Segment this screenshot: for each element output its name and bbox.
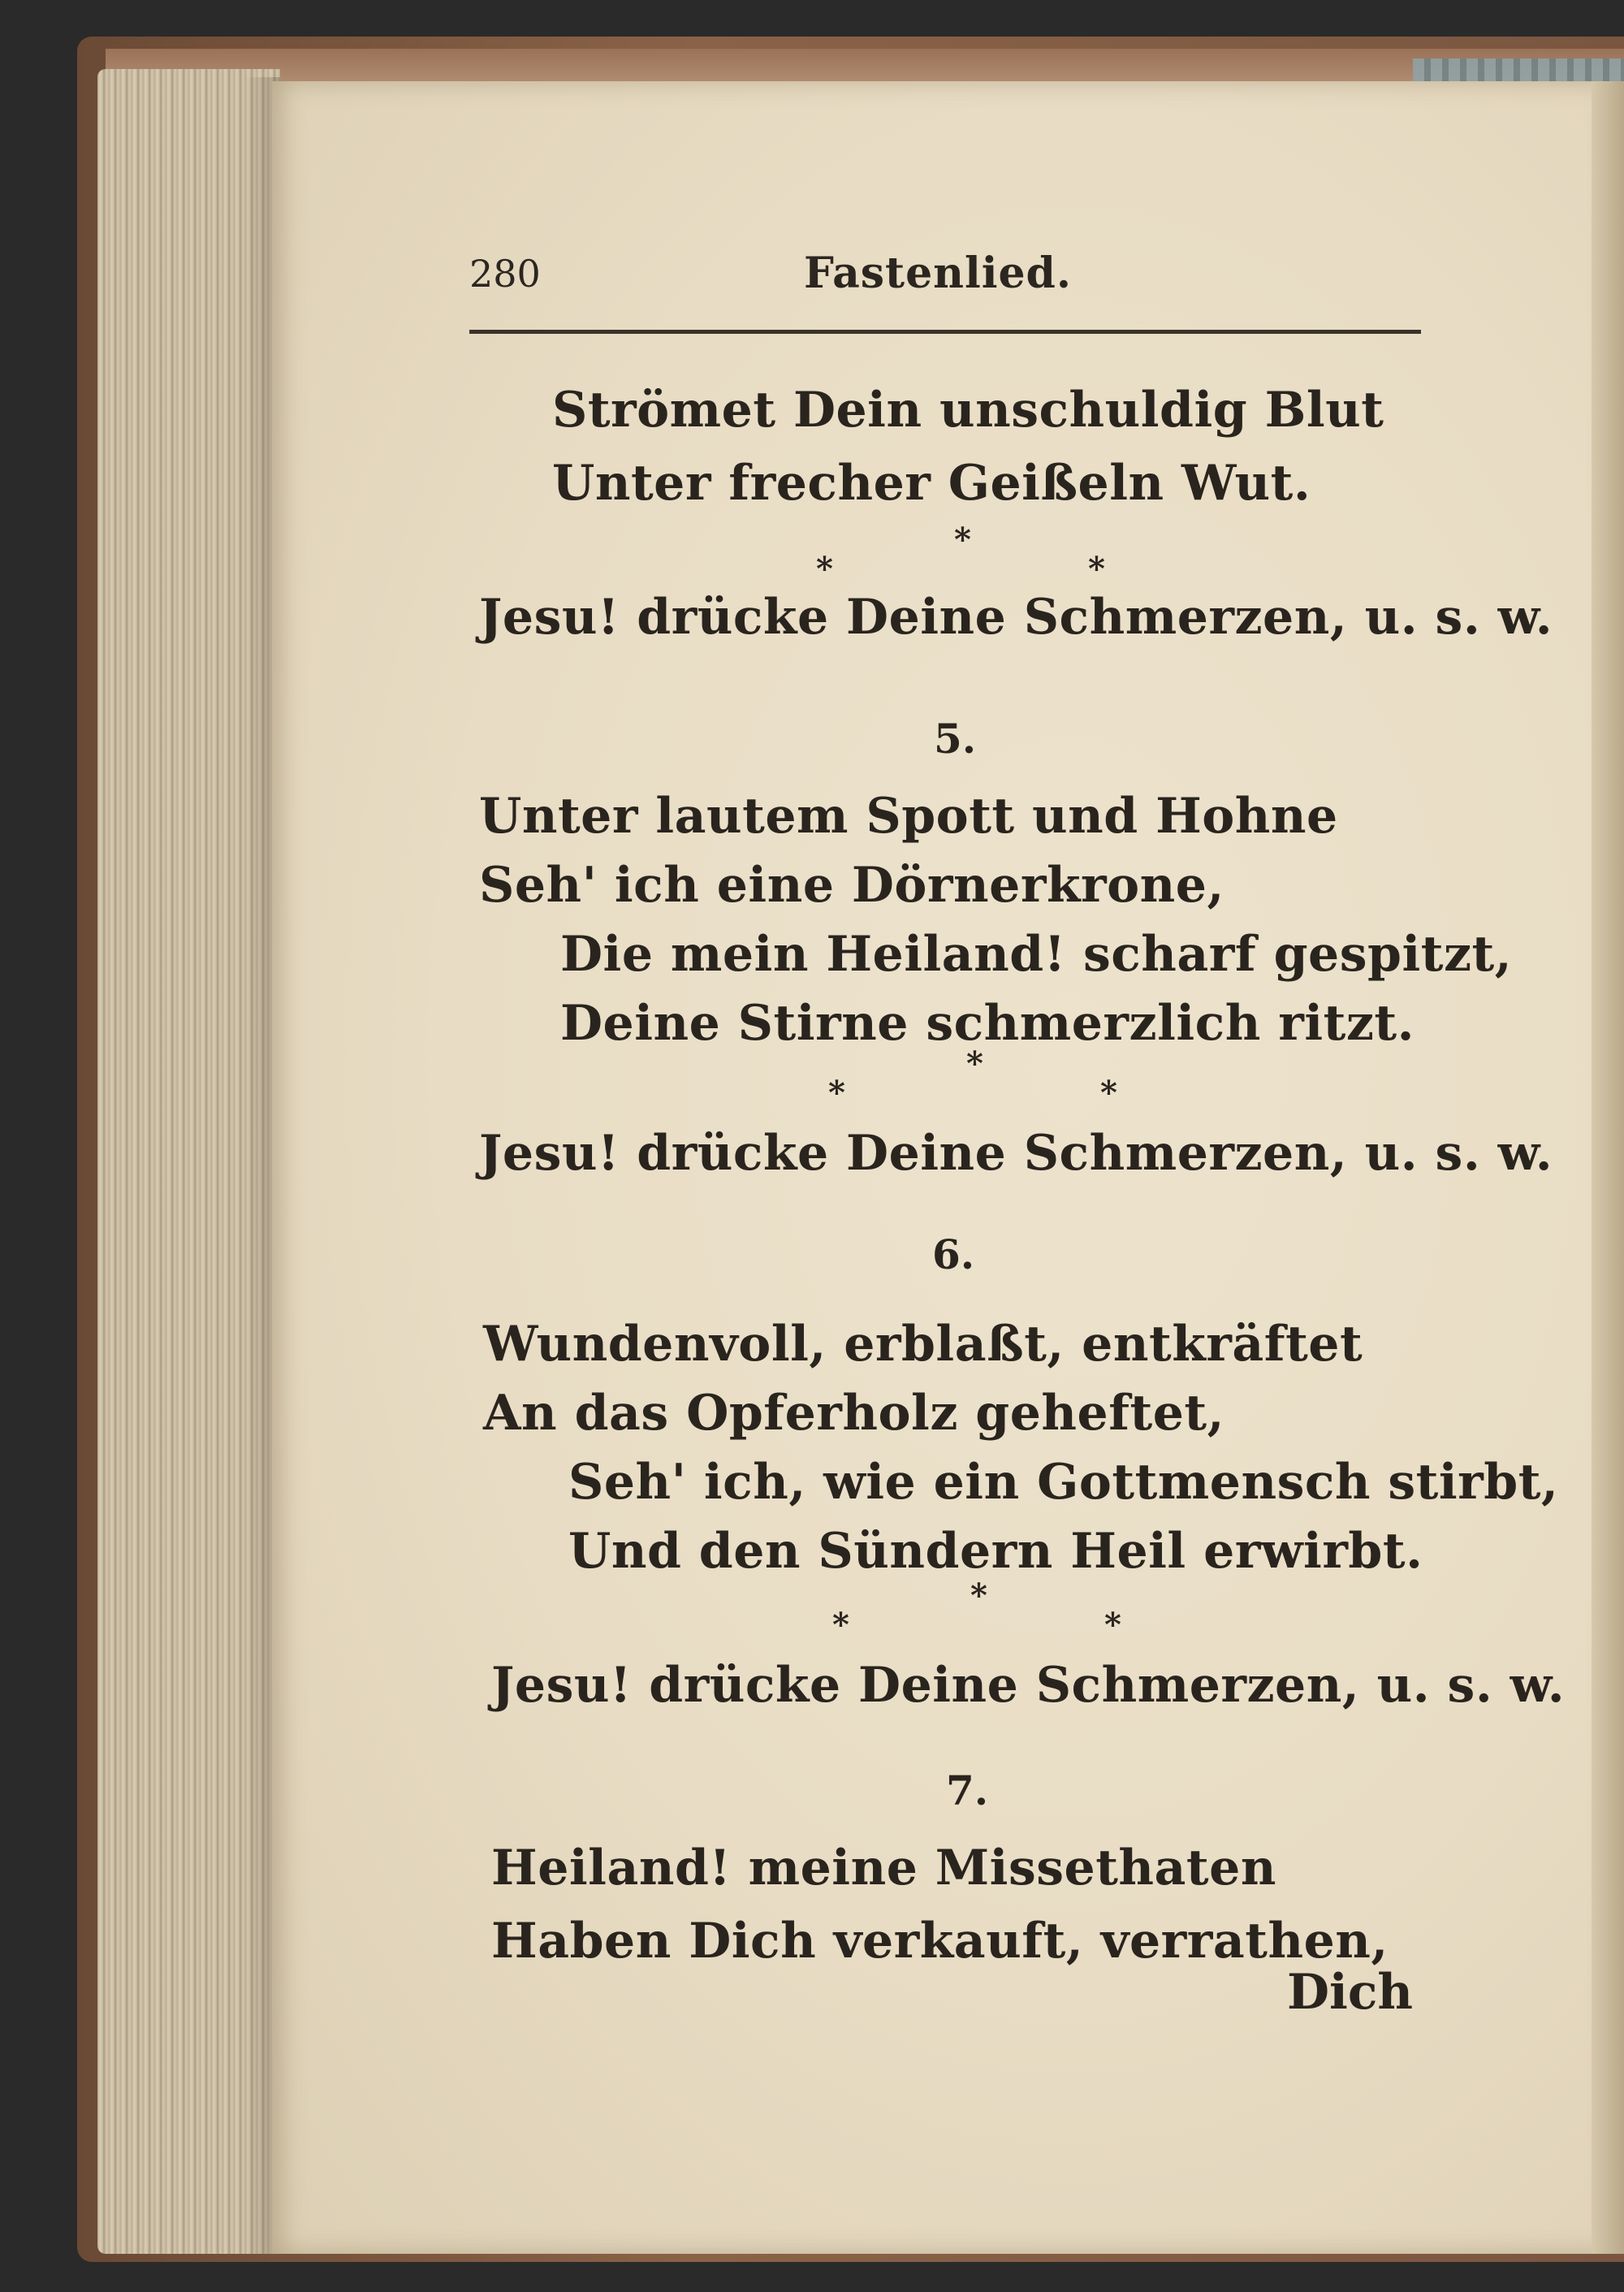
- asterism: [832, 1576, 1141, 1645]
- asterism-star: *: [1104, 1606, 1121, 1644]
- verse-line: Strömet Dein unschuldig Blut: [552, 382, 1384, 439]
- asterism-star: *: [966, 1044, 983, 1083]
- bookmark-ribbon: [1413, 58, 1624, 83]
- verse-line: Und den Sündern Heil erwirbt.: [568, 1523, 1423, 1580]
- asterism-star: *: [1088, 550, 1105, 588]
- verse-line: Seh' ich, wie ein Gottmensch stirbt,: [568, 1454, 1559, 1511]
- verse-line: Wundenvoll, erblaßt, entkräftet: [483, 1316, 1363, 1373]
- catchword: Dich: [1287, 1964, 1413, 2021]
- running-header: [469, 244, 1421, 309]
- verse-line: Heiland! meine Missethaten: [491, 1840, 1276, 1896]
- page-number: 280: [469, 252, 541, 296]
- refrain-line: Jesu! drücke Deine Schmerzen, u. s. w.: [479, 589, 1553, 646]
- asterism-star: *: [816, 550, 833, 588]
- asterism-star: *: [832, 1606, 849, 1644]
- stanza-number: 5.: [934, 715, 977, 763]
- verse-line: Deine Stirne schmerzlich ritzt.: [560, 995, 1415, 1052]
- stanza-number: 6.: [932, 1230, 975, 1278]
- verse-line: Die mein Heiland! scharf gespitzt,: [560, 926, 1513, 983]
- verse-line: An das Opferholz geheftet,: [483, 1385, 1224, 1442]
- asterism: [816, 521, 1125, 589]
- refrain-line: Jesu! drücke Deine Schmerzen, u. s. w.: [479, 1125, 1553, 1182]
- stanza-number: 7.: [946, 1767, 989, 1814]
- verse-line: Seh' ich eine Dörnerkrone,: [479, 857, 1224, 914]
- asterism-star: *: [828, 1074, 845, 1112]
- verse-line: Haben Dich verkauft, verrathen,: [491, 1913, 1389, 1970]
- asterism-star: *: [954, 521, 971, 559]
- asterism-star: *: [970, 1576, 987, 1615]
- asterism: [828, 1044, 1137, 1113]
- page-fold: [1592, 81, 1624, 2254]
- running-title: Fastenlied.: [804, 249, 1073, 298]
- refrain-line: Jesu! drücke Deine Schmerzen, u. s. w.: [491, 1657, 1566, 1714]
- verse-line: Unter lautem Spott und Hohne: [479, 788, 1338, 845]
- header-rule: [469, 330, 1421, 334]
- asterism-star: *: [1100, 1074, 1117, 1112]
- verse-line: Unter frecher Geißeln Wut.: [552, 455, 1311, 512]
